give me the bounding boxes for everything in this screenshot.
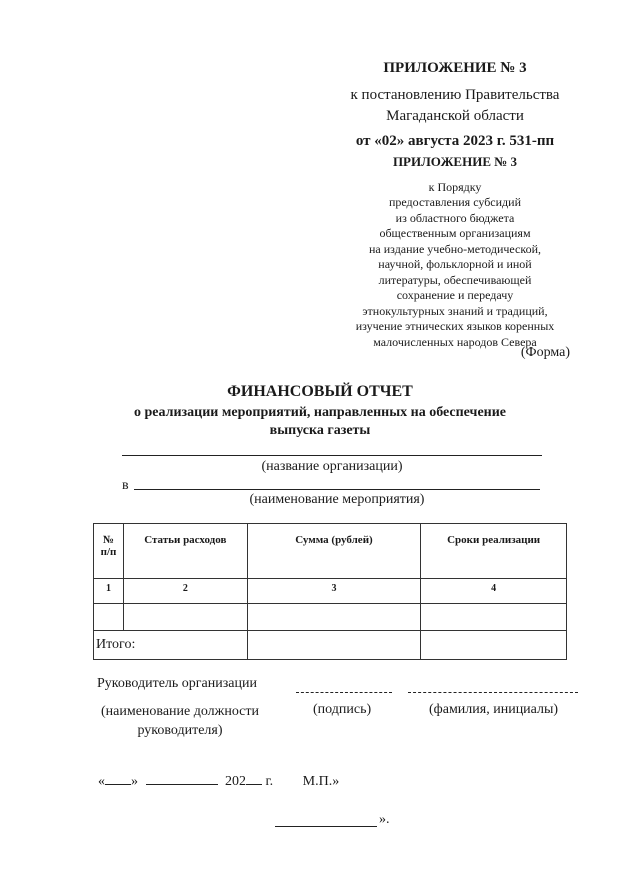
table-cell <box>421 631 567 660</box>
position-caption-line: руководителя) <box>137 723 223 738</box>
report-subtitle <box>110 404 530 440</box>
appendix-order-line: на издание учебно-методической, <box>369 241 541 256</box>
date-line <box>98 774 339 790</box>
day-blank <box>105 784 131 785</box>
table-header-row <box>94 524 567 579</box>
appendix-line: к постановлению Правительства <box>350 87 560 103</box>
col-header-number: № п/п <box>94 524 124 579</box>
table-cell <box>123 604 247 631</box>
year-blank <box>246 784 262 785</box>
appendix-order-line: малочисленных народов Севера <box>373 334 537 349</box>
month-blank <box>146 784 218 785</box>
closing-mark: ». <box>379 812 390 827</box>
appendix-title: ПРИЛОЖЕНИЕ № 3 <box>383 60 527 76</box>
table-row <box>94 604 567 631</box>
appendix-order-line: научной, фольклорной и иной <box>378 257 532 271</box>
table-cell: 1 <box>94 579 124 604</box>
appendix-order-line: общественным организациям <box>379 226 531 240</box>
table-row <box>94 579 567 604</box>
report-title: ФИНАНСОВЫЙ ОТЧЕТ <box>227 383 413 400</box>
closing-line <box>275 826 377 827</box>
appendix-order-title: ПРИЛОЖЕНИЕ № 3 <box>392 154 518 169</box>
total-label: Итого: <box>94 631 248 660</box>
table-cell: 4 <box>421 579 567 604</box>
name-line <box>408 692 578 693</box>
event-name-line <box>134 489 540 490</box>
year-suffix: г. <box>265 774 274 789</box>
col-header-period: Сроки реализации <box>421 524 567 579</box>
in-prefix: в <box>122 478 129 493</box>
org-name-line <box>122 455 542 456</box>
appendix-order-line: из областного бюджета <box>395 210 515 225</box>
appendix-order-line: к Порядку <box>428 179 482 194</box>
org-name-caption: (название организации) <box>261 459 403 474</box>
report-subtitle-line: выпуска газеты <box>269 423 371 438</box>
position-caption <box>90 702 270 740</box>
position-caption-line: (наименование должности <box>100 704 260 719</box>
form-label: (Форма) <box>520 345 570 360</box>
event-name-caption: (наименование мероприятия) <box>249 492 425 507</box>
appendix-order-line: литературы, обеспечивающей <box>378 272 532 287</box>
table-cell: 3 <box>247 579 421 604</box>
total-row <box>94 631 567 660</box>
date-open-quote: « <box>98 774 105 789</box>
report-subtitle-line: о реализации мероприятий, направленных на обеспечение <box>133 405 507 420</box>
expense-table <box>93 523 567 660</box>
head-label: Руководитель организации <box>97 676 257 691</box>
appendix-line: Магаданской области <box>386 108 524 124</box>
table-cell: 2 <box>123 579 247 604</box>
year-prefix: 202 <box>225 774 246 789</box>
col-header-items: Статьи расходов <box>123 524 247 579</box>
signature-line <box>296 692 392 693</box>
col-header-sum: Сумма (рублей) <box>247 524 421 579</box>
appendix-order-line: изучение этнических языков коренных <box>355 319 555 333</box>
appendix-order-line: этнокультурных знаний и традиций, <box>362 303 548 318</box>
table-cell <box>421 604 567 631</box>
appendix-order-line: предоставления субсидий <box>388 195 522 209</box>
stamp-label: М.П.» <box>302 774 340 789</box>
appendix-order <box>330 154 580 350</box>
table-cell <box>94 604 124 631</box>
table-cell <box>247 631 421 660</box>
appendix-order-line: сохранение и передачу <box>396 288 514 302</box>
table-cell <box>247 604 421 631</box>
name-caption: (фамилия, инициалы) <box>429 702 559 717</box>
date-close-quote: » <box>131 774 138 789</box>
appendix-date: от «02» августа 2023 г. 531-пп <box>355 133 555 149</box>
appendix-resolution <box>330 58 580 152</box>
sign-caption: (подпись) <box>313 702 372 717</box>
